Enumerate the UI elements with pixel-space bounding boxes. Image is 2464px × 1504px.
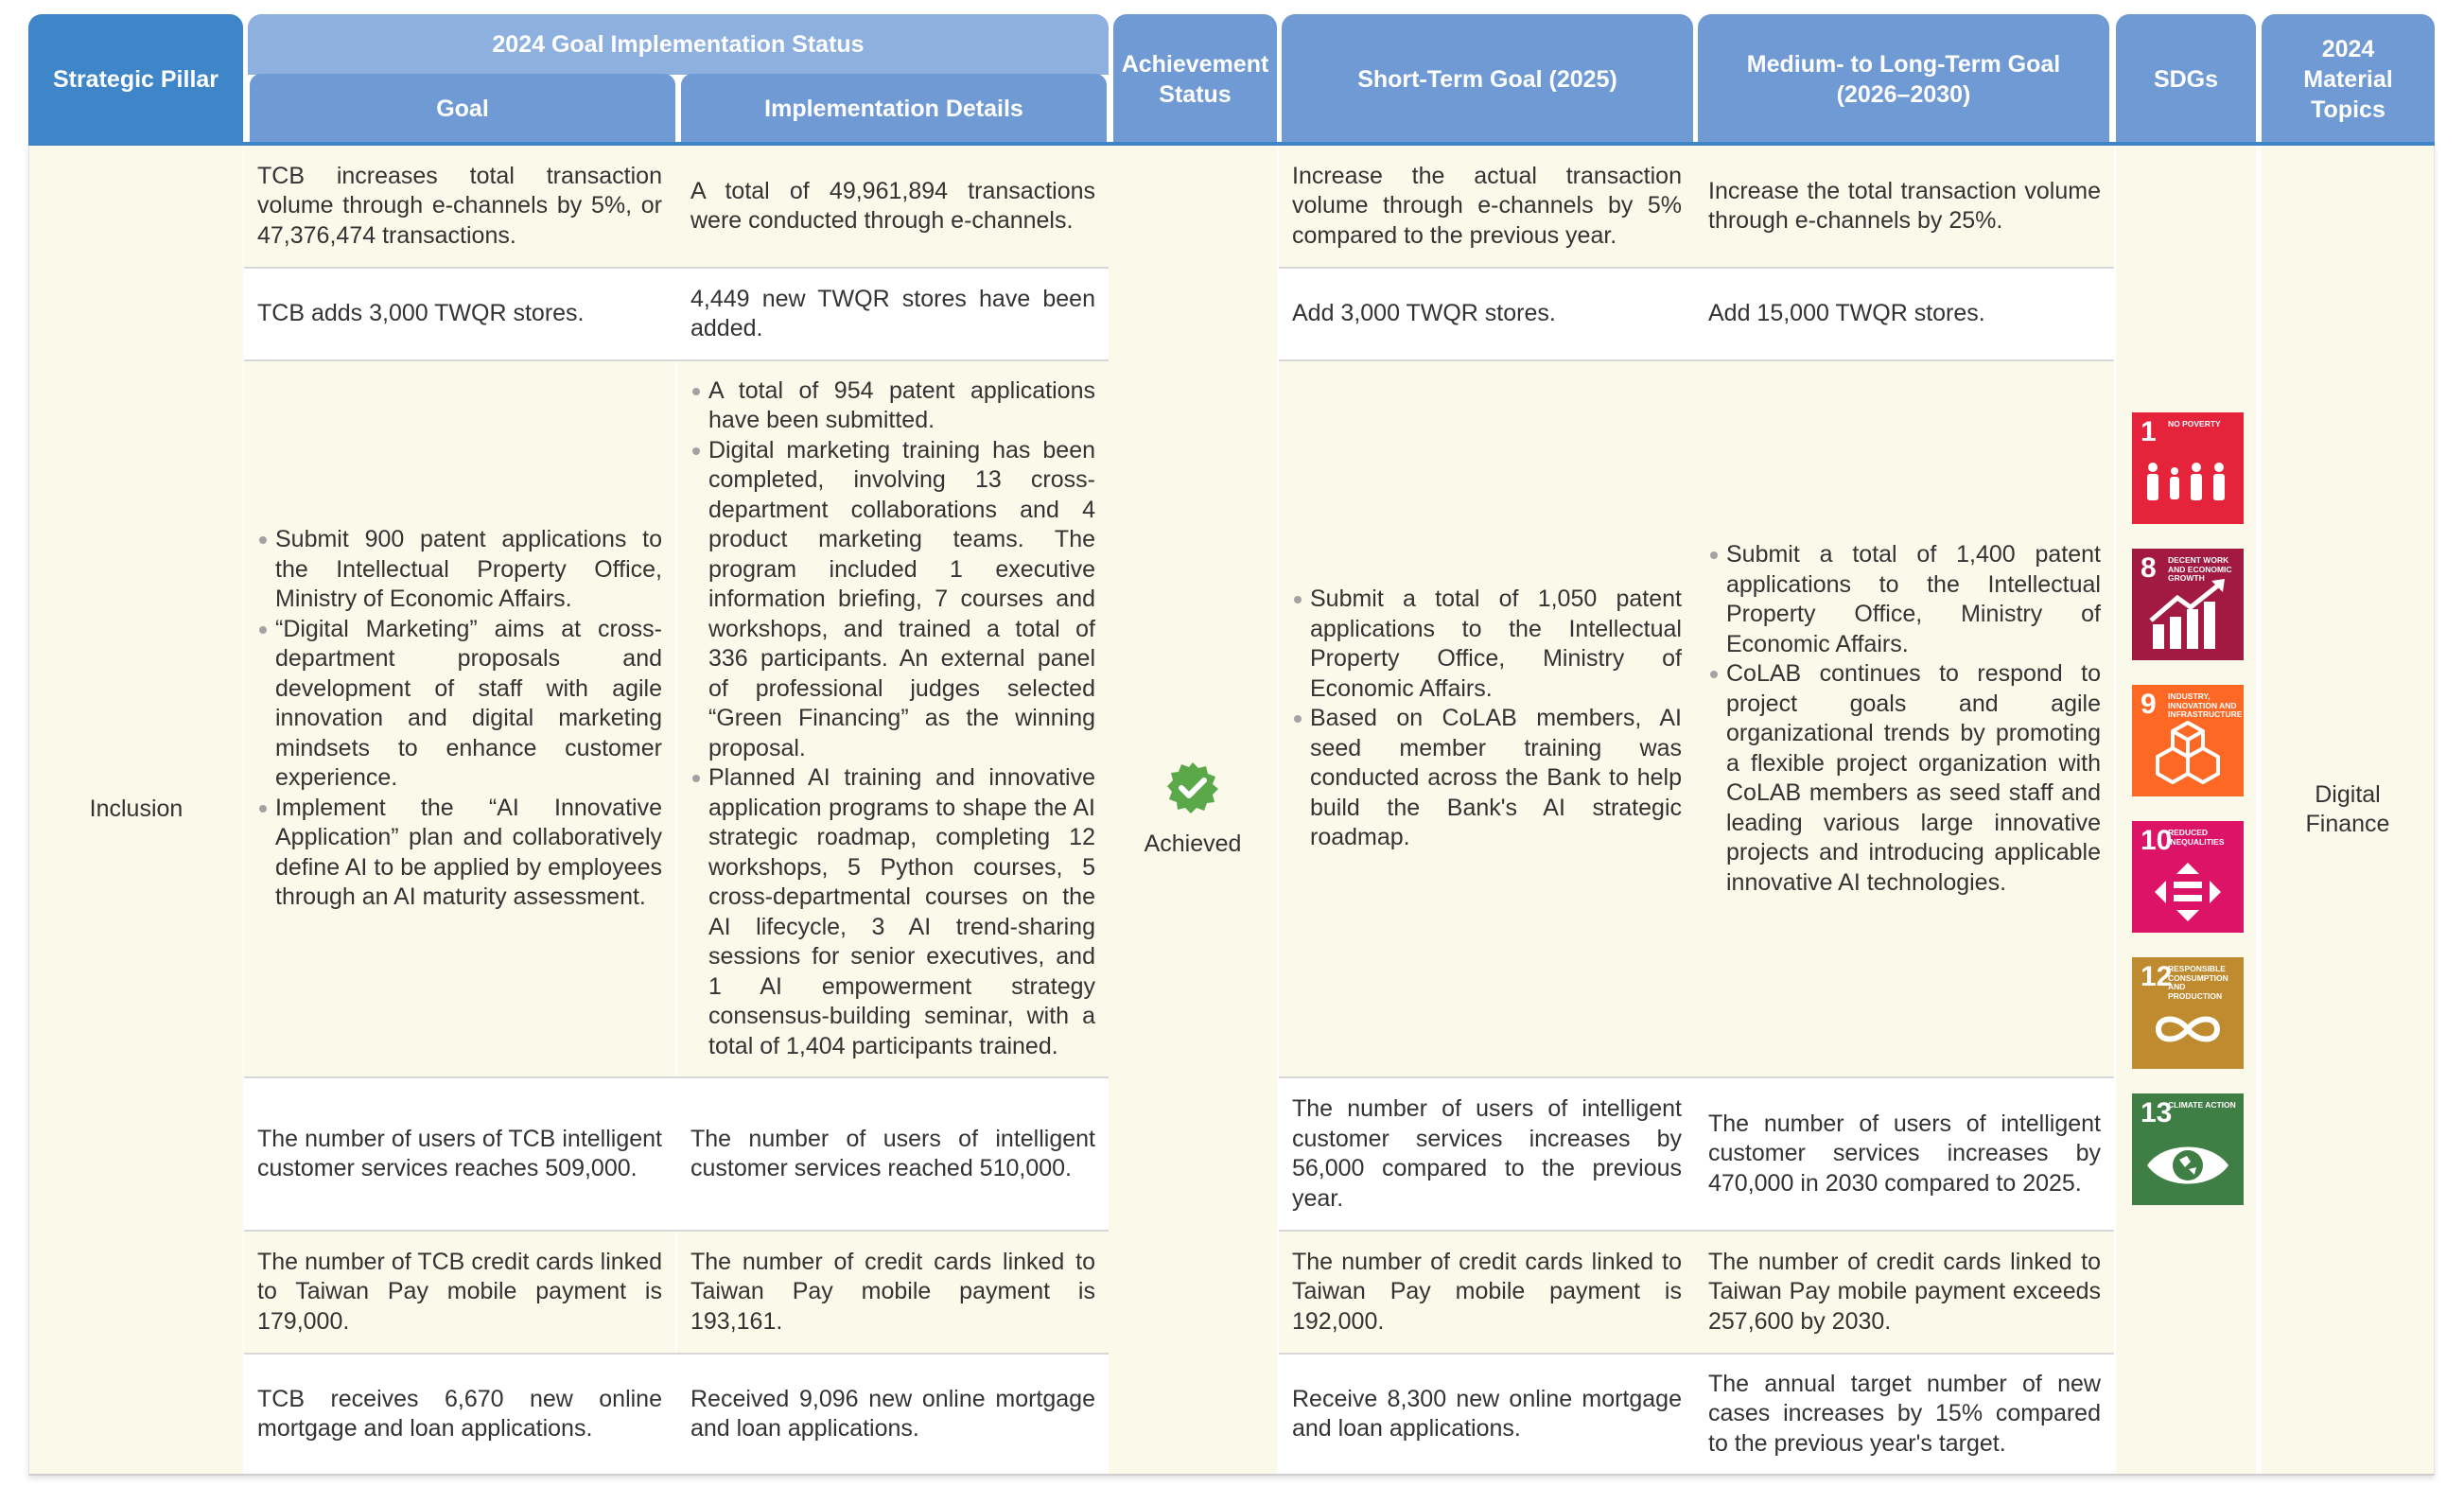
row4-details-text: The number of users of intelligent customer services reached 510,000.	[690, 1125, 1095, 1181]
sdg-number: 10	[2141, 825, 2173, 856]
row3-short-term-list	[1292, 585, 1682, 853]
list-item: Submit a total of 1,050 patent applications to the Intellectual Property Office, Ministry of Economic Affairs.	[1292, 585, 1682, 704]
row1-long-term	[1695, 146, 2114, 267]
list-item: Digital marketing training has been completed, involving 13 cross-department collaborations and 4 product marketing teams. The program included 1 executive information briefing, 7 courses and workshops, and trained a total of 336 participants. An external panel of professional judges selected “Green Financing” as the winning proposal.	[690, 436, 1095, 764]
sdg-label: NO POVERTY	[2168, 419, 2221, 428]
row6-details	[677, 1355, 1109, 1474]
row5-short-term	[1279, 1232, 1695, 1353]
sdgs-cell	[2116, 146, 2256, 1474]
row2-long-term	[1695, 269, 2114, 359]
row2-details	[677, 269, 1109, 359]
cubes-icon	[2132, 685, 2244, 796]
header-material-topics-label: 2024 Material Topics	[2303, 35, 2393, 123]
row1-long-term-text: Increase the total transaction volume through e-channels by 25%.	[1708, 177, 2101, 234]
sdg-label: RESPONSIBLE CONSUMPTION AND PRODUCTION	[2168, 964, 2228, 1001]
row6-goal	[244, 1355, 675, 1474]
header-achievement-status-label: Achievement Status	[1121, 50, 1269, 108]
row1-short-term	[1279, 146, 1695, 267]
header-implementation-status-label: 2024 Goal Implementation Status	[492, 31, 865, 58]
row3-goal-list	[257, 525, 662, 913]
row5-details-text: The number of credit cards linked to Taiwan Pay mobile payment is 193,161.	[690, 1248, 1095, 1335]
header-implementation-details	[681, 74, 1107, 144]
family-icon	[2132, 412, 2244, 524]
header-goal	[250, 74, 675, 144]
row3-details	[677, 361, 1109, 1076]
material-topic-value: Digital Finance	[2305, 780, 2390, 837]
material-topic-cell	[2262, 146, 2434, 1474]
row6-short-term-text: Receive 8,300 new online mortgage and loan applications.	[1292, 1385, 1682, 1442]
row4-long-term	[1695, 1078, 2114, 1230]
row6-short-term	[1279, 1355, 1695, 1474]
row3-short-term	[1279, 361, 1695, 1076]
row3-details-list	[690, 376, 1095, 1062]
header-strategic-pillar	[28, 14, 243, 144]
strategic-pillar-cell	[29, 146, 243, 1474]
row5-goal	[244, 1232, 675, 1353]
row1-details-text: A total of 49,961,894 transactions were conducted through e-channels.	[690, 177, 1095, 234]
header-sdgs	[2116, 14, 2256, 144]
list-item: Submit 900 patent applications to the Intellectual Property Office, Ministry of Economic Affairs.	[257, 525, 662, 615]
row4-short-term-text: The number of users of intelligent customer services increases by 56,000 compared to the previous year.	[1292, 1095, 1682, 1212]
row5-details	[677, 1232, 1109, 1353]
header-material-topics	[2262, 14, 2435, 144]
sdg-number: 13	[2141, 1097, 2173, 1128]
equality-icon	[2132, 821, 2244, 933]
row6-details-text: Received 9,096 new online mortgage and loan applications.	[690, 1385, 1095, 1442]
sdg-number: 1	[2141, 416, 2157, 447]
row6-long-term	[1695, 1355, 2114, 1474]
list-item: Based on CoLAB members, AI seed member training was conducted across the Bank to help build the Bank's AI strategic roadmap.	[1292, 704, 1682, 853]
header-implementation-details-label: Implementation Details	[764, 96, 1023, 122]
row4-short-term	[1279, 1078, 1695, 1230]
sdg-label: REDUCED INEQUALITIES	[2168, 828, 2225, 847]
row1-goal	[244, 146, 675, 267]
sdg-tile-10	[2132, 821, 2244, 933]
achievement-status-cell	[1109, 146, 1277, 1474]
row1-short-term-text: Increase the actual transaction volume through e-channels by 5% compared to the previous year.	[1292, 162, 1682, 249]
header-short-term-goal	[1282, 14, 1693, 144]
list-item: “Digital Marketing” aims at cross-department proposals and development of staff with agile innovation and digital marketing mindsets to enhance customer experience.	[257, 615, 662, 794]
list-item: Submit a total of 1,400 patent applications to the Intellectual Property Office, Ministry of Economic Affairs.	[1708, 540, 2101, 659]
row2-short-term-text: Add 3,000 TWQR stores.	[1292, 300, 1556, 327]
sdg-tile-1	[2132, 412, 2244, 524]
sdg-number: 12	[2141, 961, 2173, 992]
header-goal-label: Goal	[436, 96, 489, 122]
header-achievement-status	[1113, 14, 1277, 144]
sdg-label: INDUSTRY, INNOVATION AND INFRASTRUCTURE	[2168, 691, 2243, 719]
list-item: Planned AI training and innovative application programs to shape the AI strategic roadmap, completing 12 workshops, 5 Python courses, 5 cross-departmental courses on the AI lifecycle, 3 AI trend-sharing sessions for senior executives, and 1 AI empowerment strategy consensus-building seminar, with a total of 1,404 participants trained.	[690, 763, 1095, 1061]
sdg-label: DECENT WORK AND ECONOMIC GROWTH	[2168, 555, 2232, 583]
earth-eye-icon	[2132, 1093, 2244, 1205]
row5-short-term-text: The number of credit cards linked to Taiwan Pay mobile payment is 192,000.	[1292, 1248, 1682, 1335]
sdg-number: 9	[2141, 689, 2157, 720]
list-item: A total of 954 patent applications have been submitted.	[690, 376, 1095, 436]
row5-long-term	[1695, 1232, 2114, 1353]
sdg-label: CLIMATE ACTION	[2168, 1100, 2236, 1110]
list-item: Implement the “AI Innovative Application” plan and collaboratively define AI to be applied by employees through an AI maturity assessment.	[257, 794, 662, 913]
row2-long-term-text: Add 15,000 TWQR stores.	[1708, 300, 1985, 327]
row5-goal-text: The number of TCB credit cards linked to Taiwan Pay mobile payment is 179,000.	[257, 1248, 662, 1335]
strategic-pillar-value: Inclusion	[89, 796, 183, 823]
row1-goal-text: TCB increases total transaction volume through e-channels by 5%, or 47,376,474 transactions.	[257, 162, 662, 249]
header-strategic-pillar-label: Strategic Pillar	[52, 65, 219, 93]
header-medium-long-term-goal	[1698, 14, 2109, 144]
sdg-number: 8	[2141, 552, 2157, 584]
row4-details	[677, 1078, 1109, 1230]
achievement-status-value: Achieved	[1144, 831, 1242, 858]
row2-goal	[244, 269, 675, 359]
row3-long-term-list	[1708, 540, 2101, 898]
row5-long-term-text: The number of credit cards linked to Taiwan Pay mobile payment exceeds 257,600 by 2030.	[1708, 1248, 2101, 1335]
sdg-tile-9	[2132, 685, 2244, 796]
header-sdgs-label: SDGs	[2153, 65, 2219, 93]
row2-details-text: 4,449 new TWQR stores have been added.	[690, 285, 1095, 341]
row2-short-term	[1279, 269, 1695, 359]
sdg-tile-12	[2132, 957, 2244, 1069]
header-implementation-status	[248, 14, 1109, 75]
check-badge-icon	[1164, 760, 1221, 816]
row4-goal-text: The number of users of TCB intelligent customer services reaches 509,000.	[257, 1125, 662, 1181]
row4-long-term-text: The number of users of intelligent customer services increases by 470,000 in 2030 compared to 2025.	[1708, 1110, 2101, 1197]
row2-goal-text: TCB adds 3,000 TWQR stores.	[257, 300, 585, 327]
row1-details	[677, 146, 1109, 267]
list-item: CoLAB continues to respond to project goals and agile organizational trends by promoting a flexible project organization with CoLAB members as seed staff and leading various large innovative projects and introducing applicable innovative AI technologies.	[1708, 659, 2101, 898]
growth-chart-icon	[2132, 549, 2244, 660]
infinity-icon	[2132, 957, 2244, 1069]
row6-long-term-text: The annual target number of new cases increases by 15% compared to the previous year's target.	[1708, 1370, 2101, 1457]
header-medium-long-term-goal-label: Medium- to Long-Term Goal (2026–2030)	[1746, 50, 2061, 108]
sdg-tile-13	[2132, 1093, 2244, 1205]
row6-goal-text: TCB receives 6,670 new online mortgage and loan applications.	[257, 1385, 662, 1442]
row3-long-term	[1695, 361, 2114, 1076]
sdg-tile-8	[2132, 549, 2244, 660]
header-short-term-goal-label: Short-Term Goal (2025)	[1357, 65, 1617, 93]
row3-goal	[244, 361, 675, 1076]
row4-goal	[244, 1078, 675, 1230]
